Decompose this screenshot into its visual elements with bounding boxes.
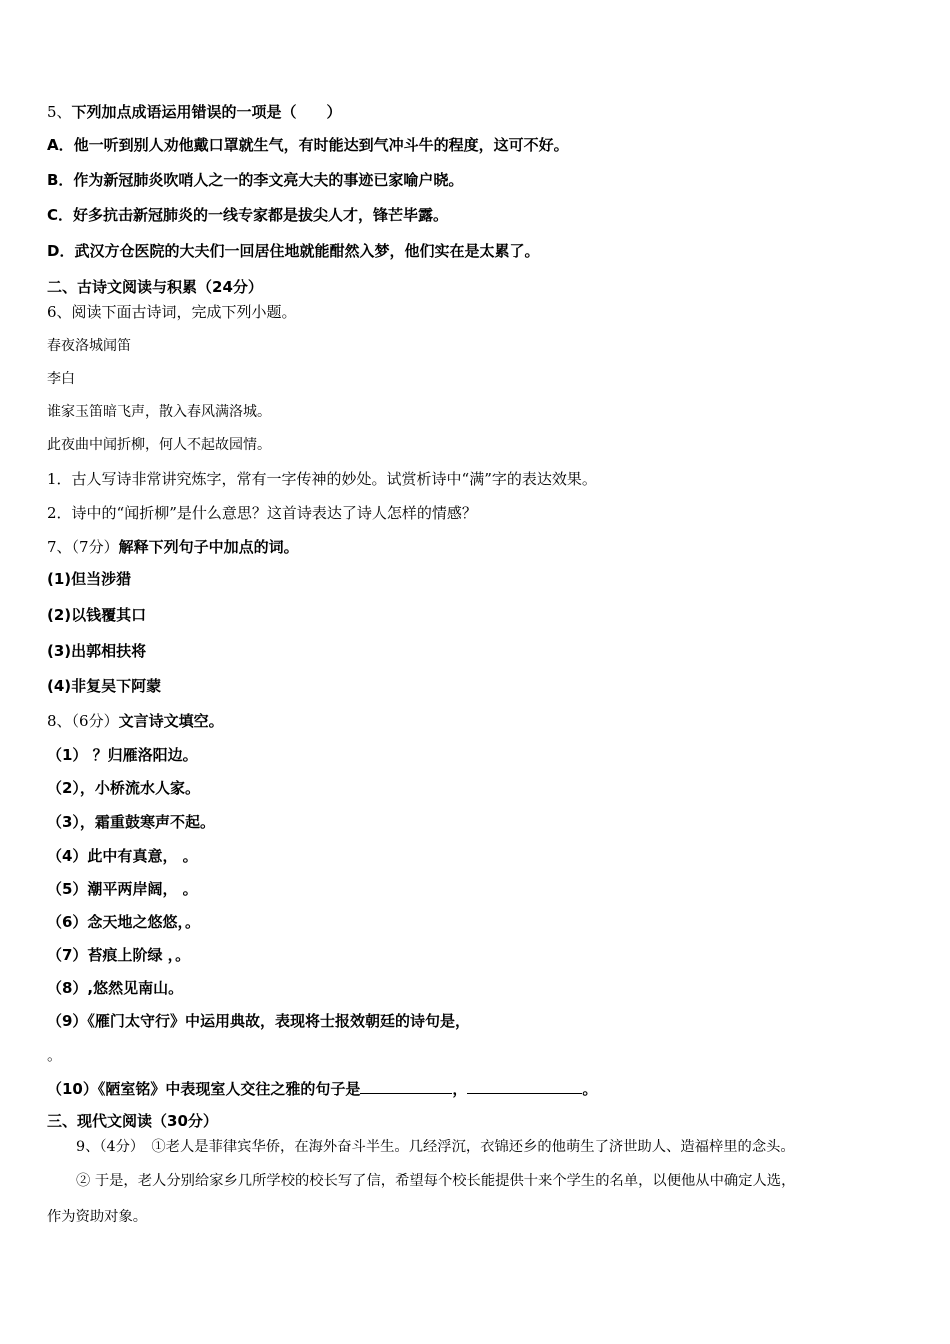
q8-item-6: （6）念天地之悠悠，。 xyxy=(47,913,200,931)
q5-option-a: A．他一听到别人劝他戴口罩就生气，有时能达到气冲斗牛的程度，这可不好。 xyxy=(47,136,569,154)
answer-blank-1[interactable] xyxy=(360,1079,452,1094)
q8-item-8: （8）,悠然见南山。 xyxy=(47,979,184,997)
q5-stem xyxy=(47,102,342,122)
q5-option-c: C．好多抗击新冠肺炎的一线专家都是拔尖人才，锋芒毕露。 xyxy=(47,206,449,224)
q8-item-2: （2），小桥流水人家。 xyxy=(47,779,200,797)
poem-line-2: 此夜曲中闻折柳，何人不起故园情。 xyxy=(47,437,271,453)
answer-blank-2[interactable] xyxy=(467,1079,582,1094)
q6-stem: 6、阅读下面古诗词，完成下列小题。 xyxy=(47,303,297,321)
q8-item-10-text: （10）《陋室铭》中表现室人交往之雅的句子是 xyxy=(47,1080,361,1098)
q8-item-9: （9）《雁门太守行》中运用典故，表现将士报效朝廷的诗句是， xyxy=(47,1012,470,1030)
poem-title: 春夜洛城闻笛 xyxy=(47,338,131,354)
q8-item-3: （3），霜重鼓寒声不起。 xyxy=(47,813,215,831)
q9-paragraph-1: 9、（4分） ①老人是菲律宾华侨，在海外奋斗半生。几经浮沉，衣锦还乡的他萌生了济世助人、造福梓里的念头。 xyxy=(76,1139,795,1155)
poem-line-1: 谁家玉笛暗飞声，散入春风满洛城。 xyxy=(47,404,271,420)
q7-text: 解释下列句子中加点的词。 xyxy=(118,538,299,556)
q5-option-b: B．作为新冠肺炎吹哨人之一的李文亮大夫的事迹已家喻户晓。 xyxy=(47,171,464,189)
q7-item-4: (4)非复吴下阿蒙 xyxy=(47,677,162,695)
q8-item-10-sep: ， xyxy=(452,1080,468,1098)
q9-paragraph-2: ② 于是，老人分别给家乡几所学校的校长写了信，希望每个校长能提供十来个学生的名单，以便他从中确定人选， xyxy=(76,1173,796,1189)
q8-stem xyxy=(47,711,224,731)
poem-author: 李白 xyxy=(47,371,75,387)
q8-item-4: （4）此中有真意， 。 xyxy=(47,847,198,865)
q7-item-2: (2)以钱覆其口 xyxy=(47,606,147,624)
q8-text: 文言诗文填空。 xyxy=(118,712,224,730)
section-2-heading: 二、古诗文阅读与积累（24分） xyxy=(47,278,263,296)
q5-option-d: D．武汉方仓医院的大夫们一回居住地就能酣然入梦，他们实在是太累了。 xyxy=(47,242,540,260)
q9-paragraph-2-cont: 作为资助对象。 xyxy=(47,1209,148,1225)
q5-number: 5、 xyxy=(47,103,72,121)
q6-sub-2: 2．诗中的“闻折柳”是什么意思？这首诗表达了诗人怎样的情感？ xyxy=(47,504,477,522)
q8-item-9-end: 。 xyxy=(47,1046,63,1064)
q7-item-3: (3)出郭相扶将 xyxy=(47,642,147,660)
q8-item-1: （1） ？归雁洛阳边。 xyxy=(47,746,198,764)
q8-item-5: （5）潮平两岸阔， 。 xyxy=(47,880,198,898)
q8-item-10-end: 。 xyxy=(582,1080,598,1098)
q8-item-10 xyxy=(47,1079,597,1099)
q8-item-7: （7）苔痕上阶绿 ，。 xyxy=(47,946,191,964)
section-3-heading: 三、现代文阅读（30分） xyxy=(47,1112,218,1130)
q7-item-1: (1)但当涉猎 xyxy=(47,570,132,588)
q8-number: 8、（6分） xyxy=(47,712,119,730)
q6-sub-1: 1．古人写诗非常讲究炼字，常有一字传神的妙处。试赏析诗中“满”字的表达效果。 xyxy=(47,470,597,488)
q5-text: 下列加点成语运用错误的一项是（ ） xyxy=(71,103,342,121)
q7-stem xyxy=(47,537,299,557)
q7-number: 7、（7分） xyxy=(47,538,119,556)
